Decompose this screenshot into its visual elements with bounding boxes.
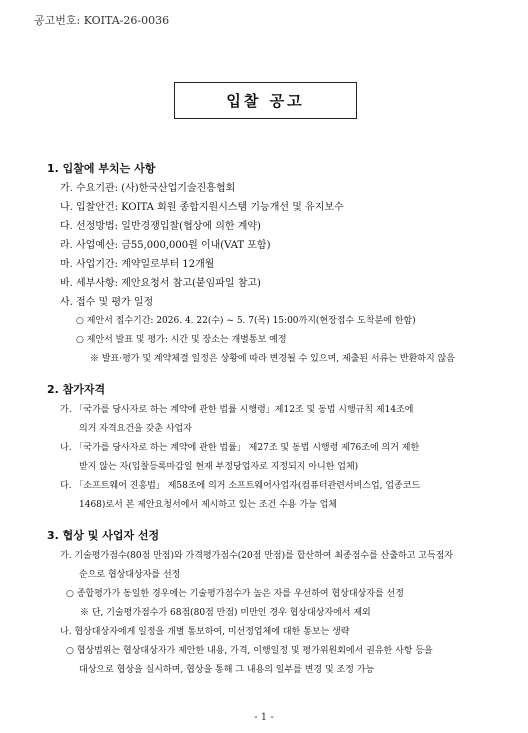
section-1-item-ga: 가. 수요기관: (사)한국산업기술진흥협회	[60, 183, 236, 194]
negotiation-scope-cont: 대상으로 협상을 실시하며, 협상을 통해 그 내용의 일부를 변경 및 조정 가능	[79, 665, 375, 675]
section-2-item-da-cont: 1468)로서 본 제안요청서에서 제시하고 있는 조건 수용 가능 업체	[79, 500, 337, 510]
section-1-item-sa: 사. 접수 및 평가 일정	[60, 297, 154, 308]
section-2-item-na-cont: 받지 않는 자(입찰등록마감일 현재 부정당업자로 지정되지 아니한 업체)	[79, 462, 359, 472]
section-3-item-ga: 가. 기술평가점수(80점 만점)와 가격평가점수(20점 만점)를 합산하여 최종점수를 산출하고 고득점자	[60, 551, 454, 561]
section-2-item-da: 다. 「소프트웨어 진흥법」 제58조에 의거 소프트웨어사업자(컴퓨터관련서비스업, 업종코드	[60, 481, 421, 491]
section-3-item-ga-cont: 순으로 협상대상자를 선정	[79, 570, 181, 580]
submission-period: ○ 제안서 접수기간: 2026. 4. 22(수) ~ 5. 7(목) 15:00까지(현장접수 도착분에 한함)	[76, 316, 416, 326]
title-box	[174, 82, 357, 119]
page-title: 입찰 공고	[226, 92, 305, 110]
section-2-heading: 2. 참가자격	[47, 383, 106, 396]
notice-number: 공고번호: KOITA-26-0036	[34, 14, 170, 27]
section-1-item-ba: 바. 세부사항: 제안요청서 참고(붙임파일 참고)	[60, 278, 261, 289]
schedule-note: ※ 발표·평가 및 계약체결 일정은 상황에 따라 변경될 수 있으며, 제출된 서류는 반환하지 않음	[90, 354, 455, 364]
page-number: - 1 -	[254, 712, 274, 723]
section-1-heading: 1. 입찰에 부치는 사항	[47, 162, 156, 175]
section-1-item-da: 다. 선정방법: 일반경쟁입찰(협상에 의한 계약)	[60, 221, 261, 232]
presentation-evaluation: ○ 제안서 발표 및 평가: 시간 및 장소는 개별통보 예정	[76, 335, 287, 345]
section-2-item-ga: 가. 「국가를 당사자로 하는 계약에 관한 법률 시행령」제12조 및 동법 시행규칙 제14조에	[60, 405, 414, 415]
section-1-item-ma: 마. 사업기간: 계약일로부터 12개월	[60, 259, 215, 270]
tie-break-rule: ○ 종합평가가 동일한 경우에는 기술평가점수가 높은 자를 우선하여 협상대상자를 선정	[66, 589, 404, 599]
section-3-heading: 3. 협상 및 사업자 선정	[47, 529, 160, 542]
section-3-item-na: 나. 협상대상자에게 일정을 개별 통보하여, 미선정업체에 대한 통보는 생략	[60, 627, 350, 637]
min-score-note: ※ 단, 기술평가점수가 68점(80점 만점) 미만인 경우 협상대상자에서 제외	[80, 608, 371, 618]
section-1-item-na: 나. 입찰안건: KOITA 회원 종합지원시스템 기능개선 및 유지보수	[60, 202, 344, 213]
negotiation-scope: ○ 협상범위는 협상대상자가 제안한 내용, 가격, 이행일정 및 평가위원회에서 권유한 사항 등을	[66, 646, 433, 656]
section-2-item-ga-cont: 의거 자격요건을 갖춘 사업자	[79, 424, 192, 434]
section-2-item-na: 나. 「국가를 당사자로 하는 계약에 관한 법률」 제27조 및 동법 시행령 제76조에 의거 제한	[60, 443, 420, 453]
section-1-item-ra: 라. 사업예산: 금55,000,000원 이내(VAT 포함)	[60, 240, 271, 251]
